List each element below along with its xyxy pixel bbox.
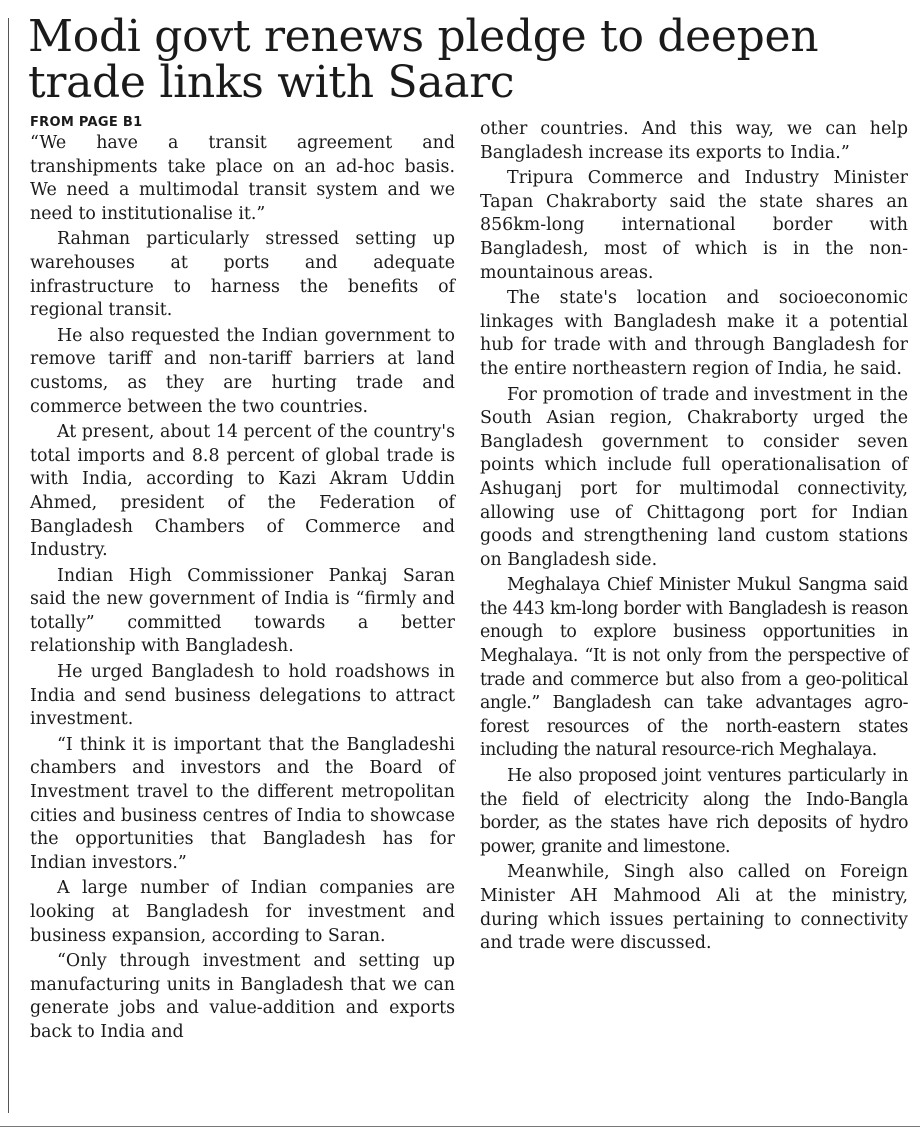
left-column-rule xyxy=(8,18,9,1113)
bottom-rule xyxy=(0,1126,920,1127)
headline-line-1: Modi govt renews pledge to deepen xyxy=(28,11,819,62)
paragraph: At present, about 14 percent of the country's total imports and 8.8 percent of global trade is with India, according to Kazi Akram Uddin Ahmed, president of the Federation of Bangladesh Chambers of Commerce and Industry. xyxy=(30,422,455,561)
paragraph: For promotion of trade and investment in the South Asian region, Chakraborty urged the Bangladesh government to consider seven points which include full operationalisation of Ashuganj port for multimodal connectivity, allowing use of Chittagong port for Indian goods and strengthening land custom stations on Bangladesh side. xyxy=(480,384,908,570)
paragraph: He also requested the Indian government to remove tariff and non-tariff barriers at land customs, as they are hurting trade and commerce between the two countries. xyxy=(30,325,455,417)
headline xyxy=(28,11,908,108)
paragraph: Meanwhile, Singh also called on Foreign Minister AH Mahmood Ali at the ministry, during which issues pertaining to connectivity and trade were discussed. xyxy=(480,862,908,954)
paragraph: Indian High Commissioner Pankaj Saran said the new government of India is “firmly and totally” committed towards a better relationship with Bangladesh. xyxy=(30,565,455,657)
paragraph: “We have a transit agreement and transhipments take place on an ad-hoc basis. We need a multimodal transit system and we need to institutionalise it.” xyxy=(30,133,455,224)
paragraph: He also proposed joint ventures particularly in the field of electricity along the Indo-Bangla border, as the states have rich deposits of hydro power, granite and limestone. xyxy=(480,766,908,857)
paragraph: “I think it is important that the Bangladeshi chambers and investors and the Board of Investment travel to the different metropolitan cities and business centres of India to showcase the opportunities that Bangladesh has for Indian investors.” xyxy=(30,734,455,873)
paragraph: Tripura Commerce and Industry Minister Tapan Chakraborty said the state shares an 856km-long international border with Bangladesh, most of which is in the non-mountainous areas. xyxy=(480,168,908,283)
paragraph: Meghalaya Chief Minister Mukul Sangma said the 443 km-long border with Bangladesh is reason enough to explore business opportunities in Meghalaya. “It is not only from the perspective of trade and commerce but also from a geo-political angle.” Bangladesh can take advantages agro-forest resources of the north-eastern states including the natural resource-rich Meghalaya. xyxy=(480,575,908,761)
article-column-2 xyxy=(480,118,908,958)
paragraph: other countries. And this way, we can help Bangladesh increase its exports to India.” xyxy=(480,119,908,163)
paragraph: “Only through investment and setting up manufacturing units in Bangladesh that we can generate jobs and value-addition and exports back to India and xyxy=(30,951,455,1042)
paragraph: The state's location and socioeconomic linkages with Bangladesh make it a potential hub for trade with and through Bangladesh for the entire northeastern region of India, he said. xyxy=(480,288,908,379)
jump-label: FROM PAGE B1 xyxy=(30,115,143,130)
article-column-1 xyxy=(30,114,455,1047)
paragraph: He urged Bangladesh to hold roadshows in India and send business delegations to attract investment. xyxy=(30,662,455,730)
paragraph: Rahman particularly stressed setting up warehouses at ports and adequate infrastructure to harness the benefits of regional transit. xyxy=(30,229,455,321)
headline-line-2: trade links with Saarc xyxy=(28,57,515,108)
paragraph: A large number of Indian companies are looking at Bangladesh for investment and business expansion, according to Saran. xyxy=(30,878,455,946)
